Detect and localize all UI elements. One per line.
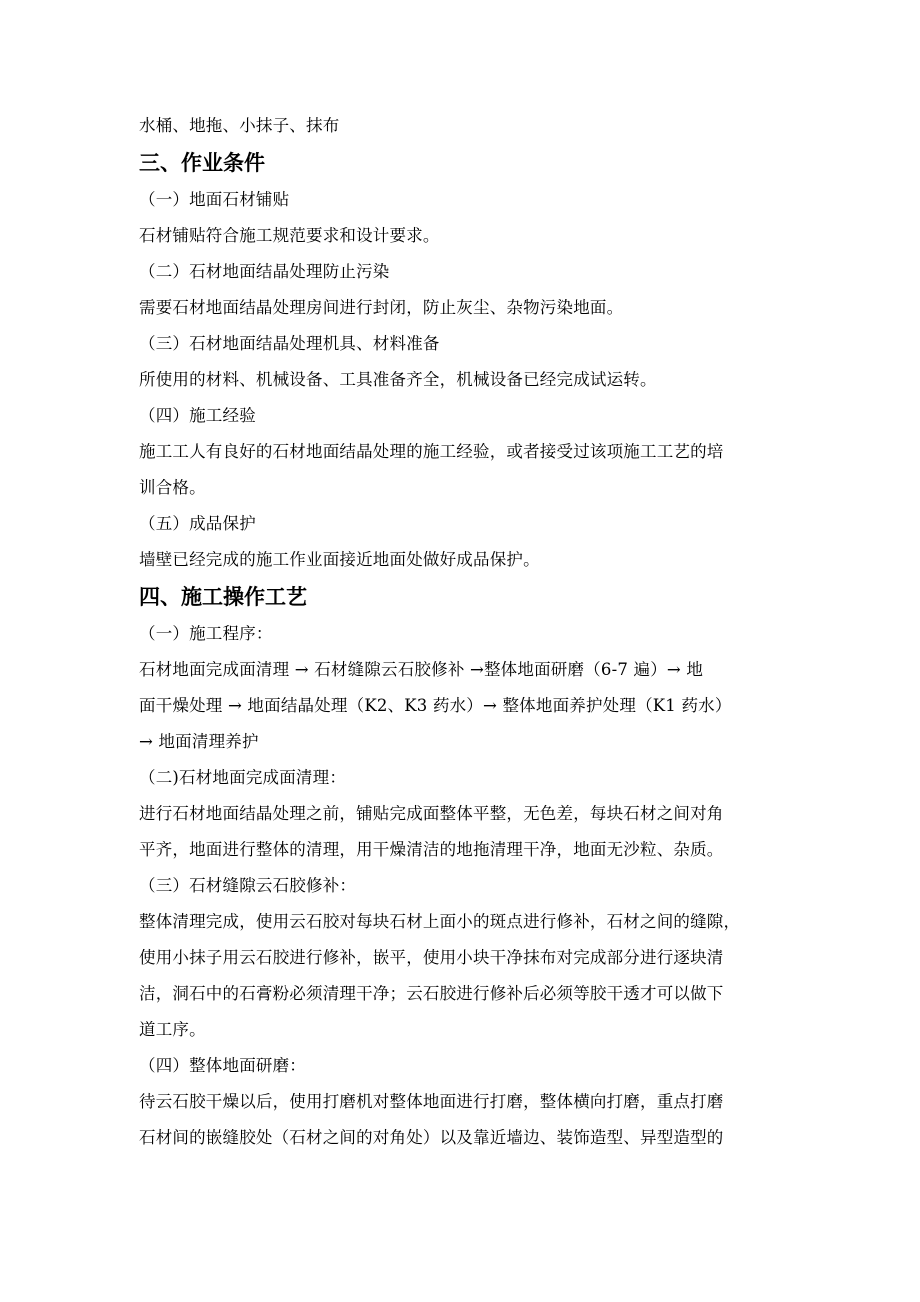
text-line: 使用小抹子用云石胶进行修补，嵌平，使用小块干净抹布对完成部分进行逐块清 [139,948,724,967]
s3-item-5-text [139,542,784,578]
s3-item-3-label: （三）石材地面结晶处理机具、材料准备 [139,334,440,353]
s4-item-3-label: （三）石材缝隙云石胶修补： [139,876,357,895]
s3-item-2-text [139,290,784,326]
s4-item-3-text [139,904,784,1048]
s4-item-4-text [139,1084,784,1156]
text-line: 洁，洞石中的石膏粉必须清理干净；云石胶进行修补后必须等胶干透才可以做下 [139,984,724,1003]
text-line: 石材地面完成面清理 → 石材缝隙云石胶修补 →整体地面研磨（6-7 遍）→ 地 [139,660,704,679]
text-line: 墙壁已经完成的施工作业面接近地面处做好成品保护。 [139,550,540,569]
text-line: 道工序。 [139,1020,206,1039]
s4-item-4-label: （四）整体地面研磨： [139,1056,306,1075]
text-line: → 地面清理养护 [139,732,259,751]
text-line: 石材铺贴符合施工规范要求和设计要求。 [139,226,440,245]
s3-item-2-label: （二）石材地面结晶处理防止污染 [139,262,390,281]
text-line: 训合格。 [139,478,206,497]
s3-item-1-text [139,218,784,254]
s3-item-4-text [139,434,784,506]
section-3-heading: 三、作业条件 [139,151,265,175]
tools-line: 水桶、地拖、小抹子、抹布 [139,116,340,135]
s3-item-4-label: （四）施工经验 [139,406,256,425]
s3-item-1-label: （一）地面石材铺贴 [139,190,290,209]
s4-item-1-text [139,652,784,760]
section-4-heading: 四、施工操作工艺 [139,585,307,609]
s4-item-2-label: （二)石材地面完成面清理： [139,768,347,787]
text-line: 石材间的嵌缝胶处（石材之间的对角处）以及靠近墙边、装饰造型、异型造型的 [139,1128,724,1147]
text-line: 进行石材地面结晶处理之前，铺贴完成面整体平整，无色差，每块石材之间对角 [139,804,724,823]
text-line: 平齐，地面进行整体的清理，用干燥清洁的地拖清理干净，地面无沙粒、杂质。 [139,840,724,859]
text-line: 施工工人有良好的石材地面结晶处理的施工经验，或者接受过该项施工工艺的培 [139,442,724,461]
document-body [139,108,784,1156]
s3-item-5-label: （五）成品保护 [139,514,256,533]
s3-item-3-text [139,362,784,398]
text-line: 所使用的材料、机械设备、工具准备齐全，机械设备已经完成试运转。 [139,370,657,389]
text-line: 面干燥处理 → 地面结晶处理（K2、K3 药水）→ 整体地面养护处理（K1 药水） [139,696,732,715]
text-line: 待云石胶干燥以后，使用打磨机对整体地面进行打磨，整体横向打磨，重点打磨 [139,1092,724,1111]
s4-item-2-text [139,796,784,868]
s4-item-1-label: （一）施工程序： [139,624,273,643]
text-line: 需要石材地面结晶处理房间进行封闭，防止灰尘、杂物污染地面。 [139,298,624,317]
text-line: 整体清理完成，使用云石胶对每块石材上面小的斑点进行修补，石材之间的缝隙， [139,912,741,931]
